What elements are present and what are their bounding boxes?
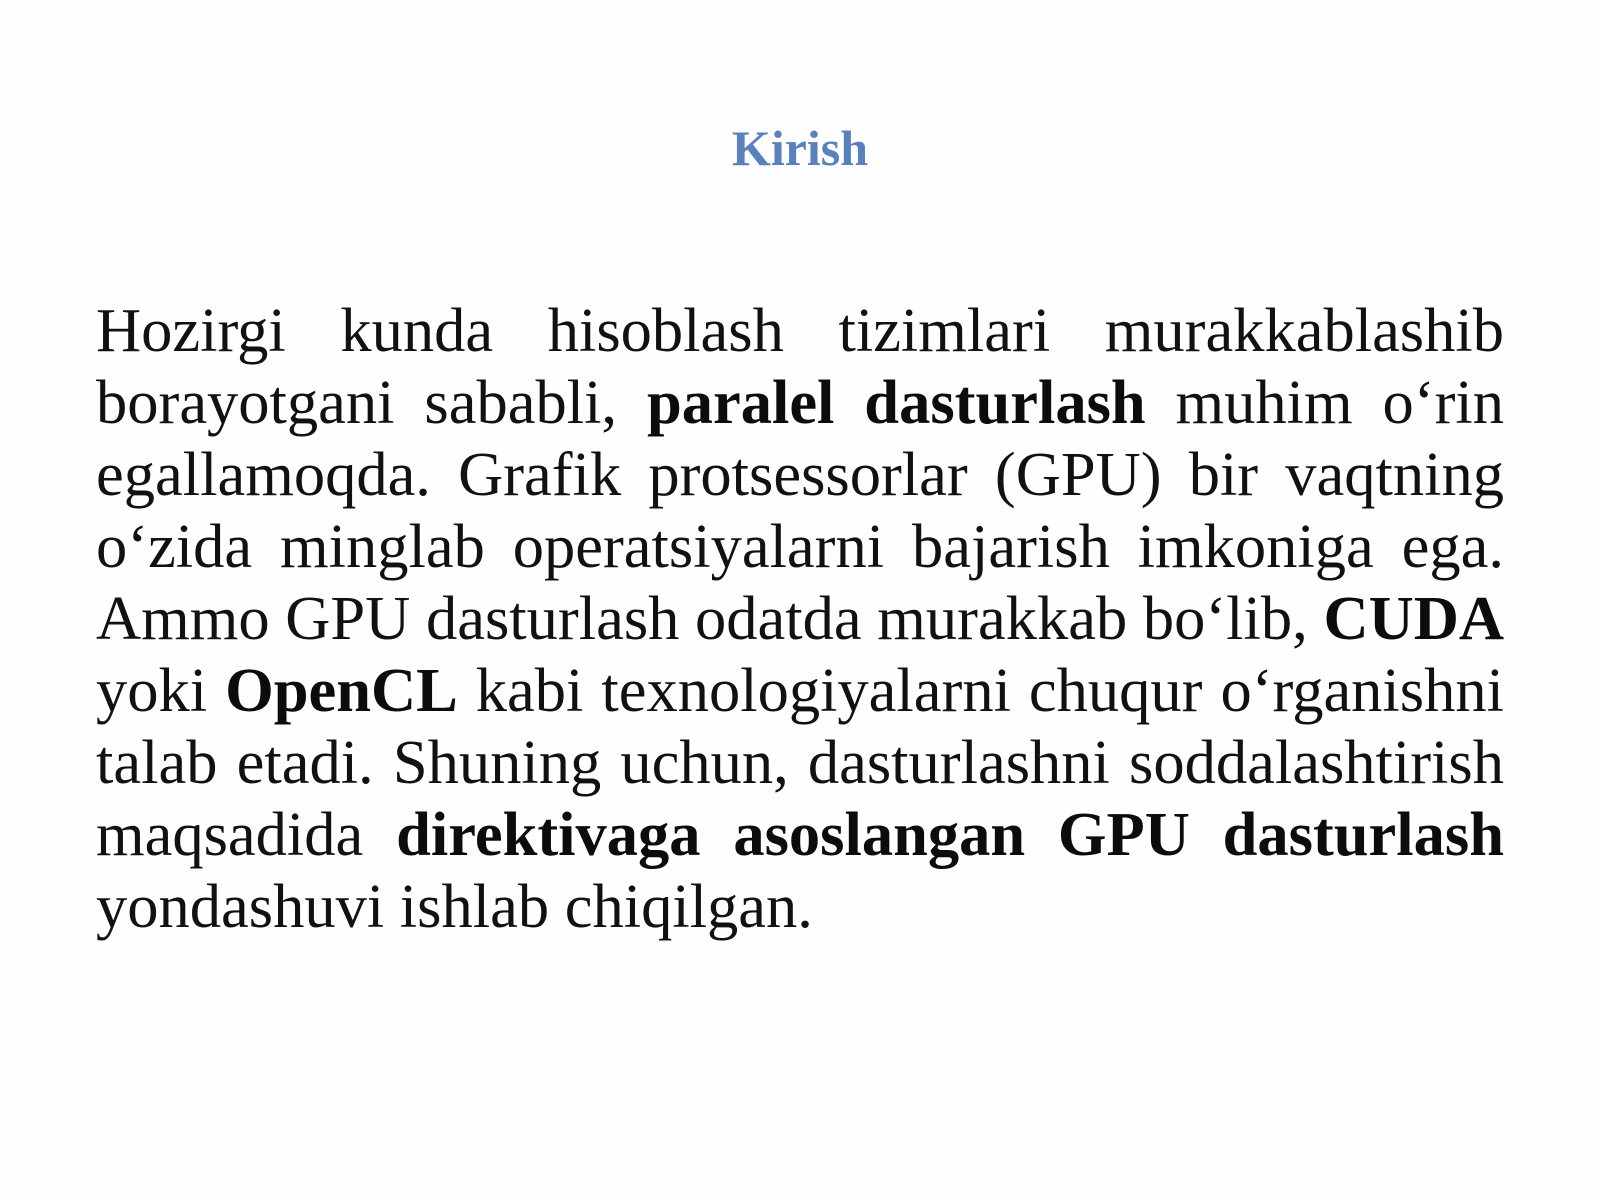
paragraph-text-run: yondashuvi ishlab chiqilgan.	[96, 871, 813, 941]
paragraph-text-run: muhim o‘rin egallamoqda. Grafik protsessorlar (GPU) bir vaqtning o‘zida minglab operatsiyalarni bajarish imkoniga ega. Ammo GPU dasturlash odatda murakkab bo‘lib,	[96, 367, 1505, 653]
paragraph-text-run: kabi texnologiyalarni chuqur o‘rganishni talab etadi. Shuning uchun, dasturlashni soddalashtirish maqsadida	[96, 655, 1504, 869]
paragraph-bold-run: OpenCL	[225, 655, 458, 725]
paragraph-text-run: yoki	[96, 655, 226, 725]
slide-title: Kirish	[731, 120, 869, 176]
paragraph-bold-run: direktivaga asoslangan GPU dasturlash	[396, 799, 1504, 869]
body-paragraph	[96, 294, 1504, 942]
paragraph-text-run: Hozirgi kunda hisoblash tizimlari murakkablashib borayotgani sababli,	[96, 295, 1504, 437]
paragraph-bold-run: CUDA	[1323, 583, 1504, 653]
paragraph-bold-run: paralel dasturlash	[646, 367, 1146, 437]
